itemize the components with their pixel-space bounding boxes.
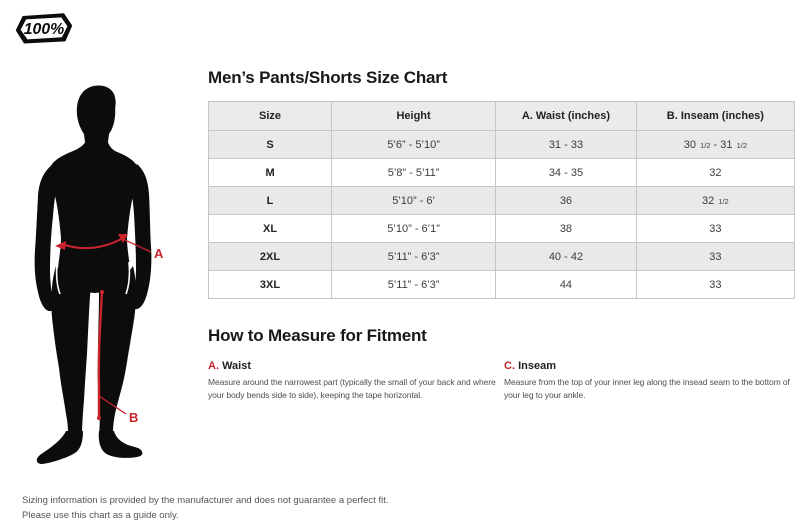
measure-inseam-description: Measure from the top of your inner leg along the insead seam to the bottom of your leg to your ankle. xyxy=(504,377,790,401)
measure-item-waist xyxy=(208,360,499,402)
measure-waist-heading xyxy=(208,360,499,372)
waist-cell: 36 xyxy=(496,187,637,215)
how-to-measure-section xyxy=(208,360,795,402)
waist-cell: 44 xyxy=(496,271,637,299)
waist-cell: 34 - 35 xyxy=(496,159,637,187)
column-header-waist: A. Waist (inches) xyxy=(496,102,637,131)
measure-inseam-heading xyxy=(504,360,795,372)
height-cell: 5’11” - 6’3” xyxy=(332,271,496,299)
size-cell: XL xyxy=(209,215,332,243)
height-cell: 5’8” - 5’11” xyxy=(332,159,496,187)
disclaimer xyxy=(22,494,389,523)
measure-inseam-name: Inseam xyxy=(518,360,556,372)
waist-cell: 31 - 33 xyxy=(496,131,637,159)
how-to-measure-title: How to Measure for Fitment xyxy=(208,326,427,345)
table-row xyxy=(209,131,795,159)
silhouette-left-leg xyxy=(51,266,91,435)
inseam-cell: 33 xyxy=(636,243,794,271)
waist-cell: 40 - 42 xyxy=(496,243,637,271)
disclaimer-line-1: Sizing information is provided by the manufacturer and does not guarantee a perfect fit. xyxy=(22,495,389,506)
logo-text: 100% xyxy=(23,20,65,38)
measure-waist-name: Waist xyxy=(222,360,251,372)
measure-waist-letter: A. xyxy=(208,360,219,372)
measure-waist-description: Measure around the narrowest part (typically the small of your back and where your body bends side to side), keeping the tape horizontal. xyxy=(208,377,496,401)
table-row xyxy=(209,243,795,271)
inseam-cell: 32 xyxy=(636,159,794,187)
table-row xyxy=(209,215,795,243)
brand-logo-100-percent xyxy=(13,8,75,48)
size-chart-table xyxy=(208,101,795,299)
height-cell: 5’10” - 6’ xyxy=(332,187,496,215)
waist-label: A xyxy=(154,246,164,261)
measure-inseam-letter: C. xyxy=(504,360,515,372)
inseam-cell: 30 1/2 - 31 1/2 xyxy=(636,131,794,159)
inseam-end-top xyxy=(100,290,104,294)
disclaimer-line-2: Please use this chart as a guide only. xyxy=(22,509,179,521)
column-header-height: Height xyxy=(332,102,496,131)
inseam-cell: 33 xyxy=(636,271,794,299)
size-cell: S xyxy=(209,131,332,159)
size-cell: L xyxy=(209,187,332,215)
table-row xyxy=(209,187,795,215)
silhouette-right-foot xyxy=(99,431,143,458)
silhouette-left-foot xyxy=(37,431,83,464)
column-header-size: Size xyxy=(209,102,332,131)
size-cell: M xyxy=(209,159,332,187)
measure-item-inseam xyxy=(504,360,795,402)
table-row xyxy=(209,271,795,299)
size-cell: 2XL xyxy=(209,243,332,271)
table-row xyxy=(209,159,795,187)
inseam-label: B xyxy=(129,410,139,425)
size-cell: 3XL xyxy=(209,271,332,299)
inseam-cell: 32 1/2 xyxy=(636,187,794,215)
inseam-cell: 33 xyxy=(636,215,794,243)
silhouette-torso xyxy=(49,134,139,293)
waist-cell: 38 xyxy=(496,215,637,243)
size-chart-section xyxy=(208,68,795,402)
page-title: Men’s Pants/Shorts Size Chart xyxy=(208,68,448,87)
column-header-inseam: B. Inseam (inches) xyxy=(636,102,794,131)
height-cell: 5’6” - 5’10” xyxy=(332,131,496,159)
height-cell: 5’11” - 6’3” xyxy=(332,243,496,271)
table-header-row xyxy=(209,102,795,131)
body-silhouette xyxy=(25,82,200,472)
height-cell: 5’10” - 6’1” xyxy=(332,215,496,243)
inseam-end-bottom xyxy=(97,416,101,420)
